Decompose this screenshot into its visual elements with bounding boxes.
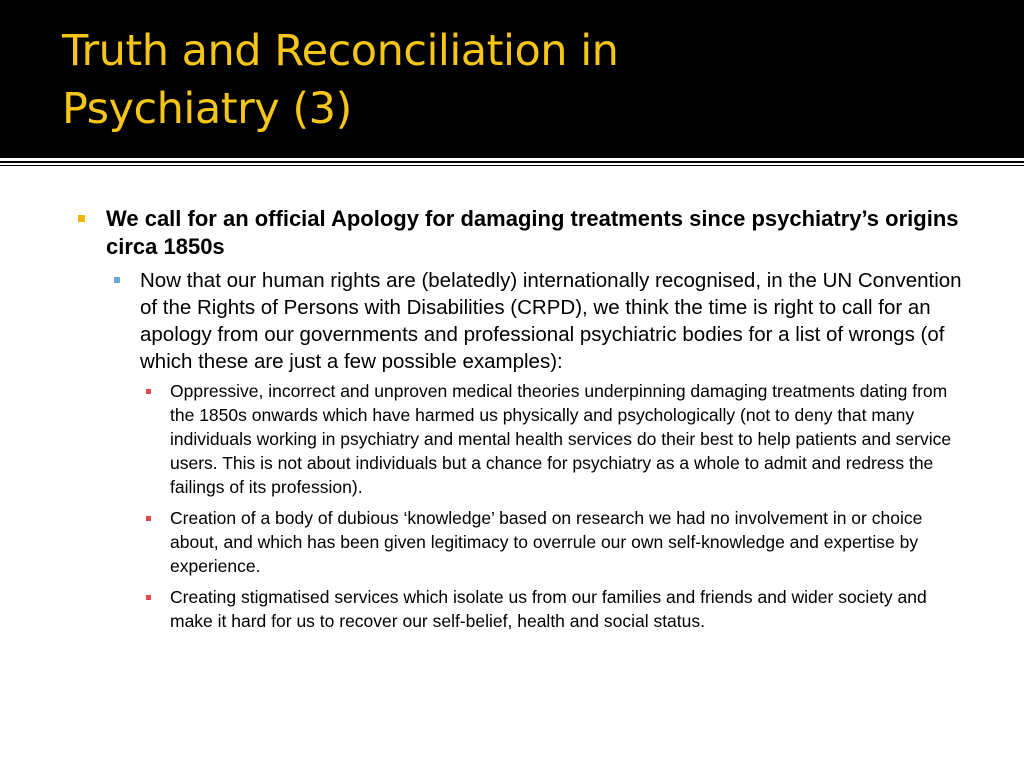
example-bullet-text: Creating stigmatised services which isolate us from our families and friends and wider society and make it hard for us to recover our self-belief, health and social status.	[170, 587, 927, 631]
title-band	[0, 0, 1024, 158]
slide-title-line-1: Truth and Reconciliation in	[62, 26, 619, 76]
slide-title	[62, 22, 618, 138]
example-bullet-2	[170, 506, 970, 578]
main-bullet-text: We call for an official Apology for damaging treatments since psychiatry’s origins circa 1850s	[106, 206, 959, 259]
example-bullet-1	[170, 379, 970, 499]
slide-title-line-2: Psychiatry (3)	[62, 84, 352, 134]
main-bullet	[106, 205, 966, 261]
example-bullet-text: Oppressive, incorrect and unproven medical theories underpinning damaging treatments dating from the 1850s onwards which have harmed us physically and psychologically (not to deny that many individuals working in psychiatry and mental health services do their best to help patients and service users. This is not about individuals but a chance for psychiatry as a whole to admit and redress the failings of its profession).	[170, 381, 952, 497]
example-bullet-3	[170, 585, 970, 633]
title-divider-thin	[0, 165, 1024, 166]
square-bullet-icon	[146, 595, 151, 600]
sub-bullet-text: Now that our human rights are (belatedly) internationally recognised, in the UN Convention of the Rights of Persons with Disabilities (CRPD), we think the time is right to call for an apology from our governments and professional psychiatric bodies for a list of wrongs (of which these are just a few possible examples):	[140, 269, 962, 373]
square-bullet-icon	[146, 389, 151, 394]
slide-body	[0, 205, 1024, 633]
title-divider	[0, 161, 1024, 163]
square-bullet-icon	[146, 516, 151, 521]
example-bullet-text: Creation of a body of dubious ‘knowledge’ based on research we had no involvement in or choice about, and which has been given legitimacy to overrule our own self-knowledge and expertise by experience.	[170, 508, 923, 576]
sub-bullet	[140, 267, 970, 375]
square-bullet-icon	[114, 277, 120, 283]
square-bullet-icon	[78, 215, 85, 222]
